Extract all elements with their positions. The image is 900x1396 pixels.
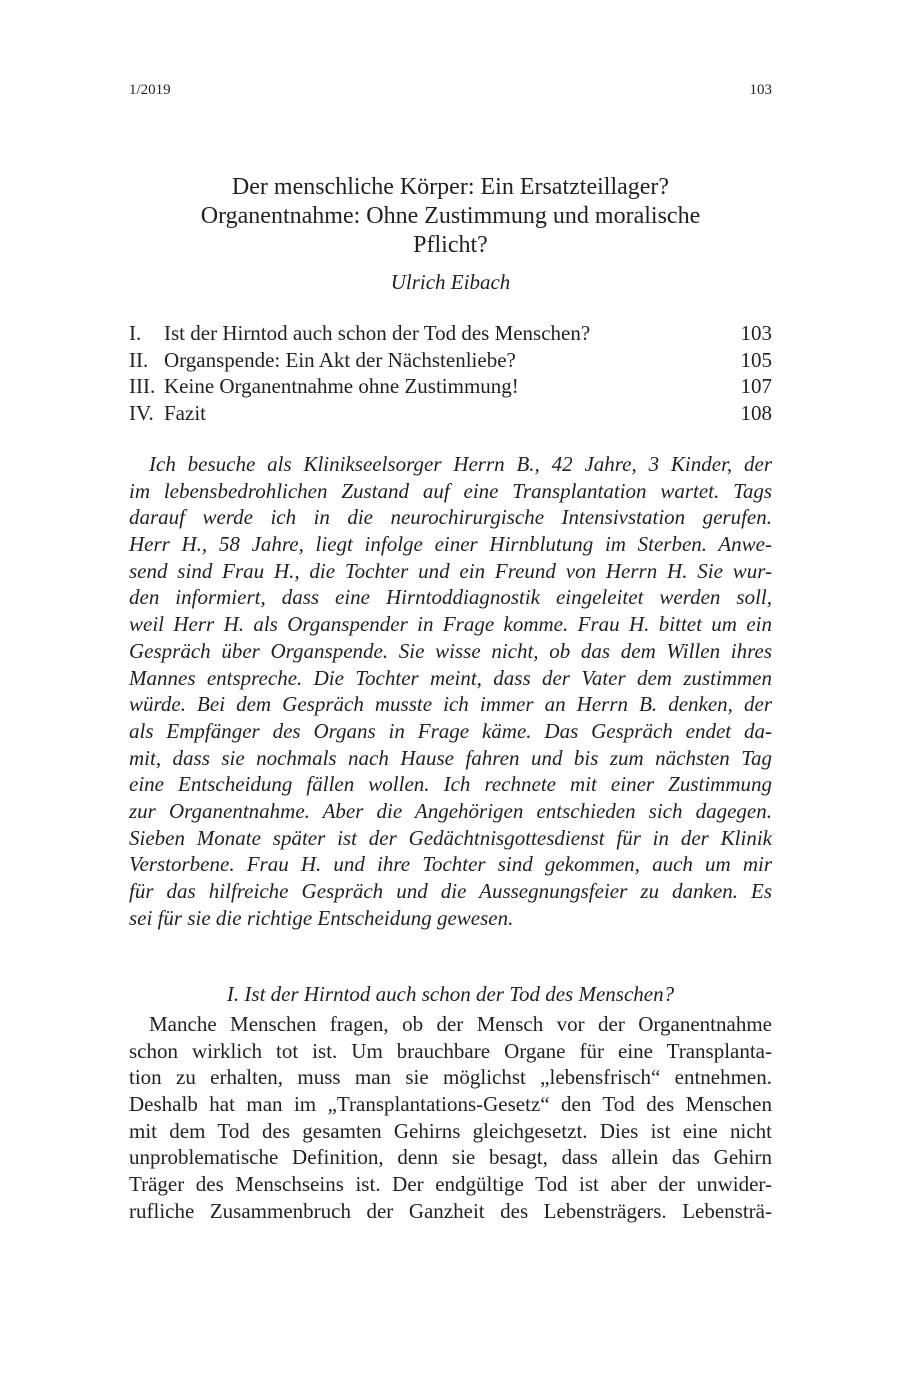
toc-page: 107 [740,374,772,398]
toc-title: Keine Organentnahme ohne Zustimmung! [164,374,519,398]
toc-page: 105 [740,347,772,372]
body-line: mit dem Tod des gesamten Gehirns gleichgesetzt. Dies ist eine nicht [129,1118,772,1143]
document-page [129,0,772,1396]
toc-number: II. [129,347,149,372]
case-vignette [129,451,772,931]
toc-page: 103 [740,321,772,345]
toc-number: IV. [129,400,154,425]
body-line: Träger des Menschseins ist. Der endgültige Tod ist aber der unwider- [129,1172,772,1197]
article-title-block [129,173,772,295]
case-line: Mannes entspreche. Die Tochter meint, dass der Vater dem zustimmen [129,665,772,690]
case-line: Gespräch über Organspende. Sie wisse nicht, ob das dem Willen ihres [129,638,772,663]
toc-number: I. [129,321,142,345]
toc-title: Organspende: Ein Akt der Nächstenliebe? [164,347,516,372]
case-line: Herr H., 58 Jahre, liegt infolge einer Hirnblutung im Sterben. Anwe- [129,532,772,557]
toc-entry [129,400,772,427]
case-line: Sieben Monate später ist der Gedächtnisgottesdienst für in der Klinik [129,825,772,850]
section-body [129,1011,772,1225]
case-line: im lebensbedrohlichen Zustand auf eine Transplantation wartet. Tags [129,478,772,503]
body-line: Deshalb hat man im „Transplantations-Gesetz“ den Tod des Menschen [129,1092,772,1117]
case-line: send sind Frau H., die Tochter und ein Freund von Herrn H. Sie wur- [129,558,772,583]
page-number: 103 [749,82,772,98]
case-line: weil Herr H. als Organspender in Frage komme. Frau H. bittet um ein [129,612,772,637]
article-title-line-1: Der menschliche Körper: Ein Ersatzteillager? [231,174,670,200]
case-line: für das hilfreiche Gespräch und die Aussegnungsfeier zu danken. Es [129,879,772,903]
case-line: würde. Bei dem Gespräch musste ich immer an Herrn B. denken, der [129,692,772,717]
toc-entry [129,320,772,347]
toc-entry [129,373,772,400]
body-line: unproblematische Definition, denn sie besagt, dass allein das Gehirn [129,1145,772,1170]
case-line: darauf werde ich in die neurochirurgische Intensivstation gerufen. [129,505,772,530]
body-line: rufliche Zusammenbruch der Ganzheit des Lebensträgers. Lebensträ- [129,1198,772,1223]
body-line: tion zu erhalten, muss man sie möglichst „lebensfrisch“ entnehmen. [129,1065,772,1090]
case-line: zur Organentnahme. Aber die Angehörigen entschieden sich dagegen. [129,798,772,823]
issue-label: 1/2019 [129,82,171,98]
case-line: Ich besuche als Klinikseelsorger Herrn B., 42 Jahre, 3 Kinder, der [149,452,772,476]
case-line: Verstorbene. Frau H. und ihre Tochter sind gekommen, auch um mir [129,852,772,877]
case-line: sei für sie die richtige Entscheidung gewesen. [129,905,514,930]
body-line: schon wirklich tot ist. Um brauchbare Organe für eine Transplanta- [129,1038,772,1063]
article-title-line-2: Organentnahme: Ohne Zustimmung und moralische [200,203,701,229]
case-line: den informiert, dass eine Hirntoddiagnostik eingeleitet werden soll, [129,585,772,610]
author-name: Ulrich Eibach [390,270,511,294]
toc-number: III. [129,374,156,398]
toc-title: Fazit [164,400,206,425]
section-heading: I. Ist der Hirntod auch schon der Tod des Menschen? [226,982,675,1006]
toc-page: 108 [740,400,772,425]
body-line: Manche Menschen fragen, ob der Mensch vor der Organentnahme [149,1012,772,1036]
article-title-line-3: Pflicht? [413,232,488,258]
case-line: eine Entscheidung fällen wollen. Ich rechnete mit einer Zustimmung [129,772,772,797]
toc-entry [129,347,772,374]
table-of-contents [129,320,772,426]
running-header [129,82,772,102]
case-line: mit, dass sie nochmals nach Hause fahren und bis zum nächsten Tag [129,745,772,770]
case-line: als Empfänger des Organs in Frage käme. Das Gespräch endet da- [129,718,772,743]
toc-title: Ist der Hirntod auch schon der Tod des Menschen? [164,321,591,345]
